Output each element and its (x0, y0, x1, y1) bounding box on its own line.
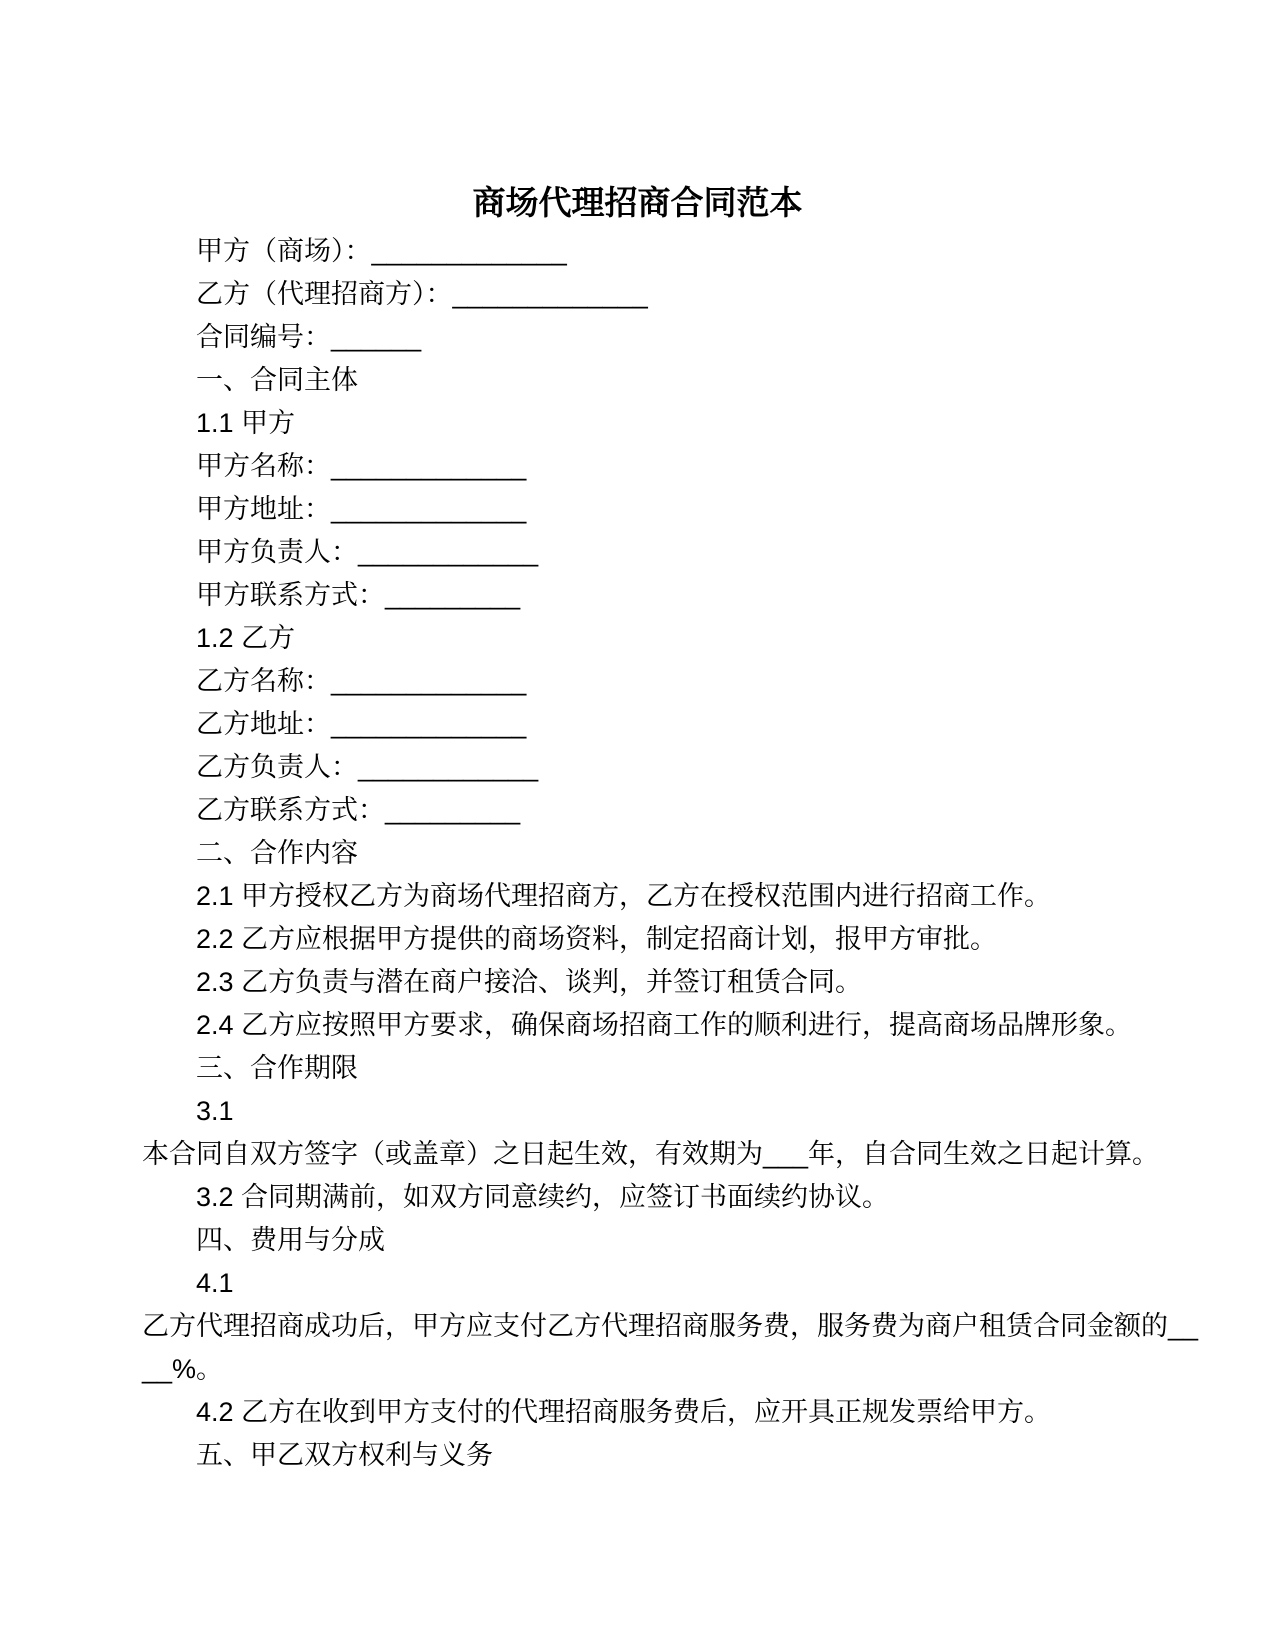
contract-line: 3.1 (196, 1096, 234, 1126)
contract-line: 乙方（代理招商方）：_____________ (196, 279, 648, 309)
contract-line: 2.3 乙方负责与潜在商户接洽、谈判，并签订租赁合同。 (196, 967, 863, 997)
contract-line: 乙方联系方式：_________ (196, 795, 521, 825)
contract-body (142, 230, 1199, 1477)
contract-line: 乙方地址：_____________ (196, 709, 527, 739)
contract-line: 四、费用与分成 (196, 1225, 385, 1255)
contract-line: 乙方负责人：____________ (196, 752, 539, 782)
contract-line: 甲方名称：_____________ (196, 451, 527, 481)
contract-line: 2.2 乙方应根据甲方提供的商场资料，制定招商计划，报甲方审批。 (196, 924, 998, 954)
contract-line: 甲方（商场）：_____________ (196, 236, 567, 266)
contract-line: 二、合作内容 (196, 838, 358, 868)
contract-line: 3.2 合同期满前，如双方同意续约，应签订书面续约协议。 (196, 1182, 890, 1212)
contract-line: 甲方联系方式：_________ (196, 580, 521, 610)
contract-line: 乙方名称：_____________ (196, 666, 527, 696)
contract-line: 2.4 乙方应按照甲方要求，确保商场招商工作的顺利进行，提高商场品牌形象。 (196, 1010, 1133, 1040)
contract-line: 甲方负责人：____________ (196, 537, 539, 567)
contract-line: 本合同自双方签字（或盖章）之日起生效，有效期为___年，自合同生效之日起计算。 (142, 1139, 1160, 1169)
contract-line: 一、合同主体 (196, 365, 358, 395)
contract-line: 4.2 乙方在收到甲方支付的代理招商服务费后，应开具正规发票给甲方。 (196, 1397, 1052, 1427)
contract-line: 合同编号：______ (196, 322, 422, 352)
contract-line: 2.1 甲方授权乙方为商场代理招商方，乙方在授权范围内进行招商工作。 (196, 881, 1052, 911)
contract-line: 1.1 甲方 (196, 408, 296, 438)
contract-line: 乙方代理招商成功后，甲方应支付乙方代理招商服务费，服务费为商户租赁合同金额的__ (142, 1311, 1199, 1341)
contract-line: 三、合作期限 (196, 1053, 358, 1083)
page-title: 商场代理招商合同范本 (472, 184, 803, 221)
contract-line: 4.1 (196, 1268, 234, 1298)
contract-line: __%。 (142, 1354, 224, 1384)
contract-line: 甲方地址：_____________ (196, 494, 527, 524)
contract-line: 五、甲乙双方权利与义务 (196, 1440, 493, 1470)
contract-line: 1.2 乙方 (196, 623, 296, 653)
